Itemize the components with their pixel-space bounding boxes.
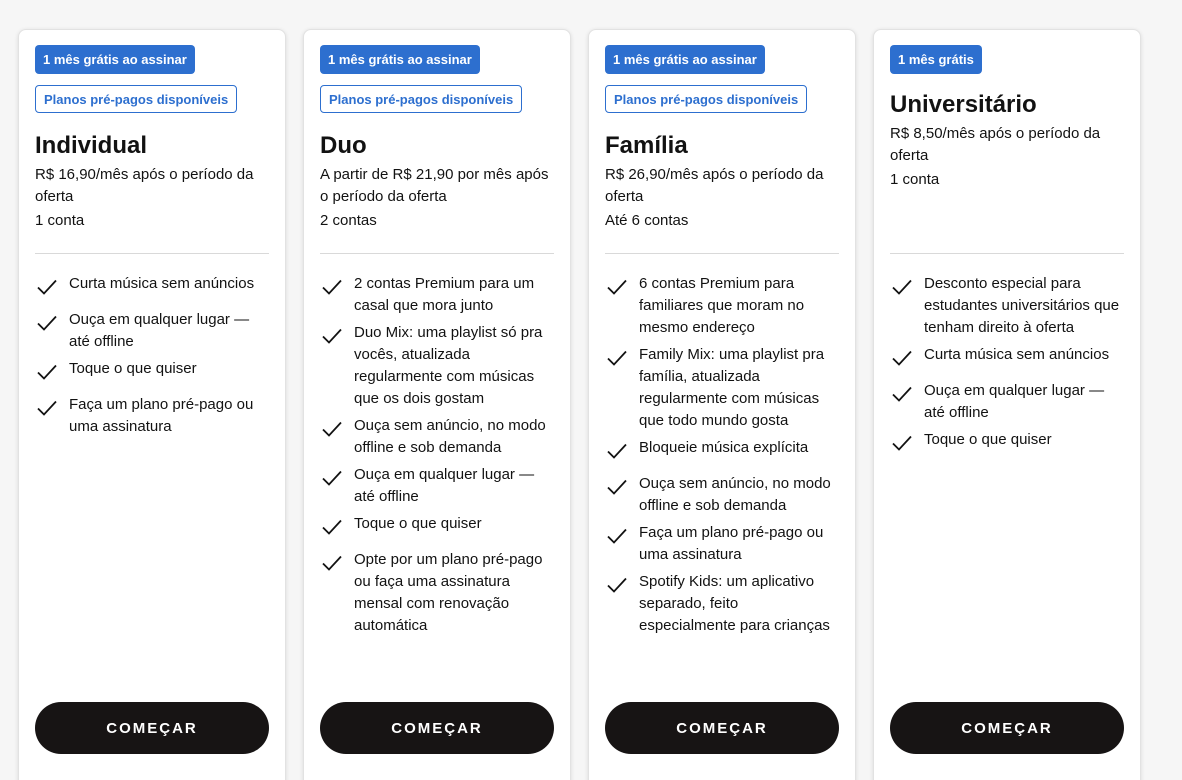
plan-accounts: Até 6 contas	[605, 212, 689, 229]
divider	[35, 253, 269, 254]
plan-accounts: 1 conta	[890, 171, 940, 188]
check-icon	[322, 421, 342, 437]
check-icon	[37, 315, 57, 331]
check-icon	[607, 577, 627, 593]
plan-name: Individual	[35, 132, 148, 159]
start-button[interactable]: COMEÇAR	[890, 702, 1124, 754]
feature-item	[605, 273, 839, 339]
feature-text: Toque o que quiser	[354, 515, 482, 532]
check-icon	[892, 386, 912, 402]
plan-accounts: 1 conta	[35, 212, 85, 229]
plan-card-duo	[303, 29, 571, 780]
feature-list	[320, 273, 554, 642]
check-icon	[607, 528, 627, 544]
check-icon	[892, 350, 912, 366]
plan-card-individual	[18, 29, 286, 780]
prepaid-badge: Planos pré-pagos disponíveis	[320, 85, 522, 113]
feature-item	[320, 513, 554, 535]
plan-price: R$ 16,90/mês após o período da oferta	[35, 166, 254, 205]
trial-badge: 1 mês grátis ao assinar	[35, 45, 195, 74]
start-button[interactable]: COMEÇAR	[320, 702, 554, 754]
check-icon	[892, 435, 912, 451]
plan-price: R$ 26,90/mês após o período da oferta	[605, 166, 824, 205]
feature-item	[890, 273, 1124, 339]
feature-item	[320, 464, 554, 508]
feature-text: Opte por um plano pré-pago ou faça uma assinatura mensal com renovação automática	[354, 551, 543, 634]
feature-text: Spotify Kids: um aplicativo separado, feito especialmente para crianças	[639, 573, 830, 634]
check-icon	[322, 470, 342, 486]
feature-item	[605, 473, 839, 517]
plan-name: Família	[605, 132, 688, 159]
plan-name: Universitário	[890, 91, 1037, 118]
divider	[320, 253, 554, 254]
feature-list	[890, 273, 1124, 456]
plan-price: R$ 8,50/mês após o período da oferta	[890, 125, 1101, 164]
feature-text: Bloqueie música explícita	[639, 439, 809, 456]
feature-item	[35, 273, 269, 295]
feature-text: Ouça em qualquer lugar — até offline	[354, 466, 535, 505]
plan-card-student	[873, 29, 1141, 780]
check-icon	[322, 555, 342, 571]
plan-card-family	[588, 29, 856, 780]
check-icon	[607, 350, 627, 366]
trial-badge: 1 mês grátis ao assinar	[605, 45, 765, 74]
feature-text: Ouça em qualquer lugar — até offline	[69, 311, 250, 350]
feature-text: 6 contas Premium para familiares que moram no mesmo endereço	[639, 275, 805, 336]
plan-price: A partir de R$ 21,90 por mês após o período da oferta	[320, 166, 549, 205]
trial-badge: 1 mês grátis ao assinar	[320, 45, 480, 74]
feature-item	[320, 322, 554, 410]
feature-item	[605, 522, 839, 566]
check-icon	[607, 443, 627, 459]
feature-text: Toque o que quiser	[924, 431, 1052, 448]
feature-item	[890, 429, 1124, 451]
feature-item	[890, 380, 1124, 424]
check-icon	[322, 279, 342, 295]
feature-text: Curta música sem anúncios	[924, 346, 1110, 363]
check-icon	[892, 279, 912, 295]
check-icon	[607, 479, 627, 495]
divider	[605, 253, 839, 254]
plan-accounts: 2 contas	[320, 212, 377, 229]
feature-text: Duo Mix: uma playlist só pra vocês, atualizada regularmente com músicas que os dois gostam	[354, 324, 543, 407]
check-icon	[37, 364, 57, 380]
feature-item	[605, 344, 839, 432]
feature-text: Faça um plano pré-pago ou uma assinatura	[639, 524, 824, 563]
feature-text: Toque o que quiser	[69, 360, 197, 377]
check-icon	[37, 279, 57, 295]
check-icon	[322, 519, 342, 535]
feature-text: Faça um plano pré-pago ou uma assinatura	[69, 396, 254, 435]
check-icon	[37, 400, 57, 416]
feature-item	[35, 309, 269, 353]
start-button[interactable]: COMEÇAR	[35, 702, 269, 754]
feature-item	[605, 571, 839, 637]
feature-item	[605, 437, 839, 459]
feature-text: Ouça sem anúncio, no modo offline e sob demanda	[639, 475, 831, 514]
feature-text: Ouça sem anúncio, no modo offline e sob demanda	[354, 417, 546, 456]
feature-text: Ouça em qualquer lugar — até offline	[924, 382, 1105, 421]
prepaid-badge: Planos pré-pagos disponíveis	[35, 85, 237, 113]
feature-text: 2 contas Premium para um casal que mora junto	[354, 275, 535, 314]
plan-name: Duo	[320, 132, 367, 159]
feature-item	[35, 358, 269, 380]
feature-item	[320, 549, 554, 637]
feature-item	[35, 394, 269, 438]
feature-item	[890, 344, 1124, 366]
feature-text: Desconto especial para estudantes universitários que tenham direito à oferta	[924, 275, 1120, 336]
start-button[interactable]: COMEÇAR	[605, 702, 839, 754]
feature-text: Family Mix: uma playlist pra família, atualizada regularmente com músicas que todo mundo gosta	[639, 346, 825, 429]
feature-text: Curta música sem anúncios	[69, 275, 255, 292]
feature-item	[320, 415, 554, 459]
check-icon	[322, 328, 342, 344]
feature-item	[320, 273, 554, 317]
divider	[890, 253, 1124, 254]
trial-badge: 1 mês grátis	[890, 45, 982, 74]
check-icon	[607, 279, 627, 295]
feature-list	[605, 273, 839, 642]
prepaid-badge: Planos pré-pagos disponíveis	[605, 85, 807, 113]
feature-list	[35, 273, 269, 443]
